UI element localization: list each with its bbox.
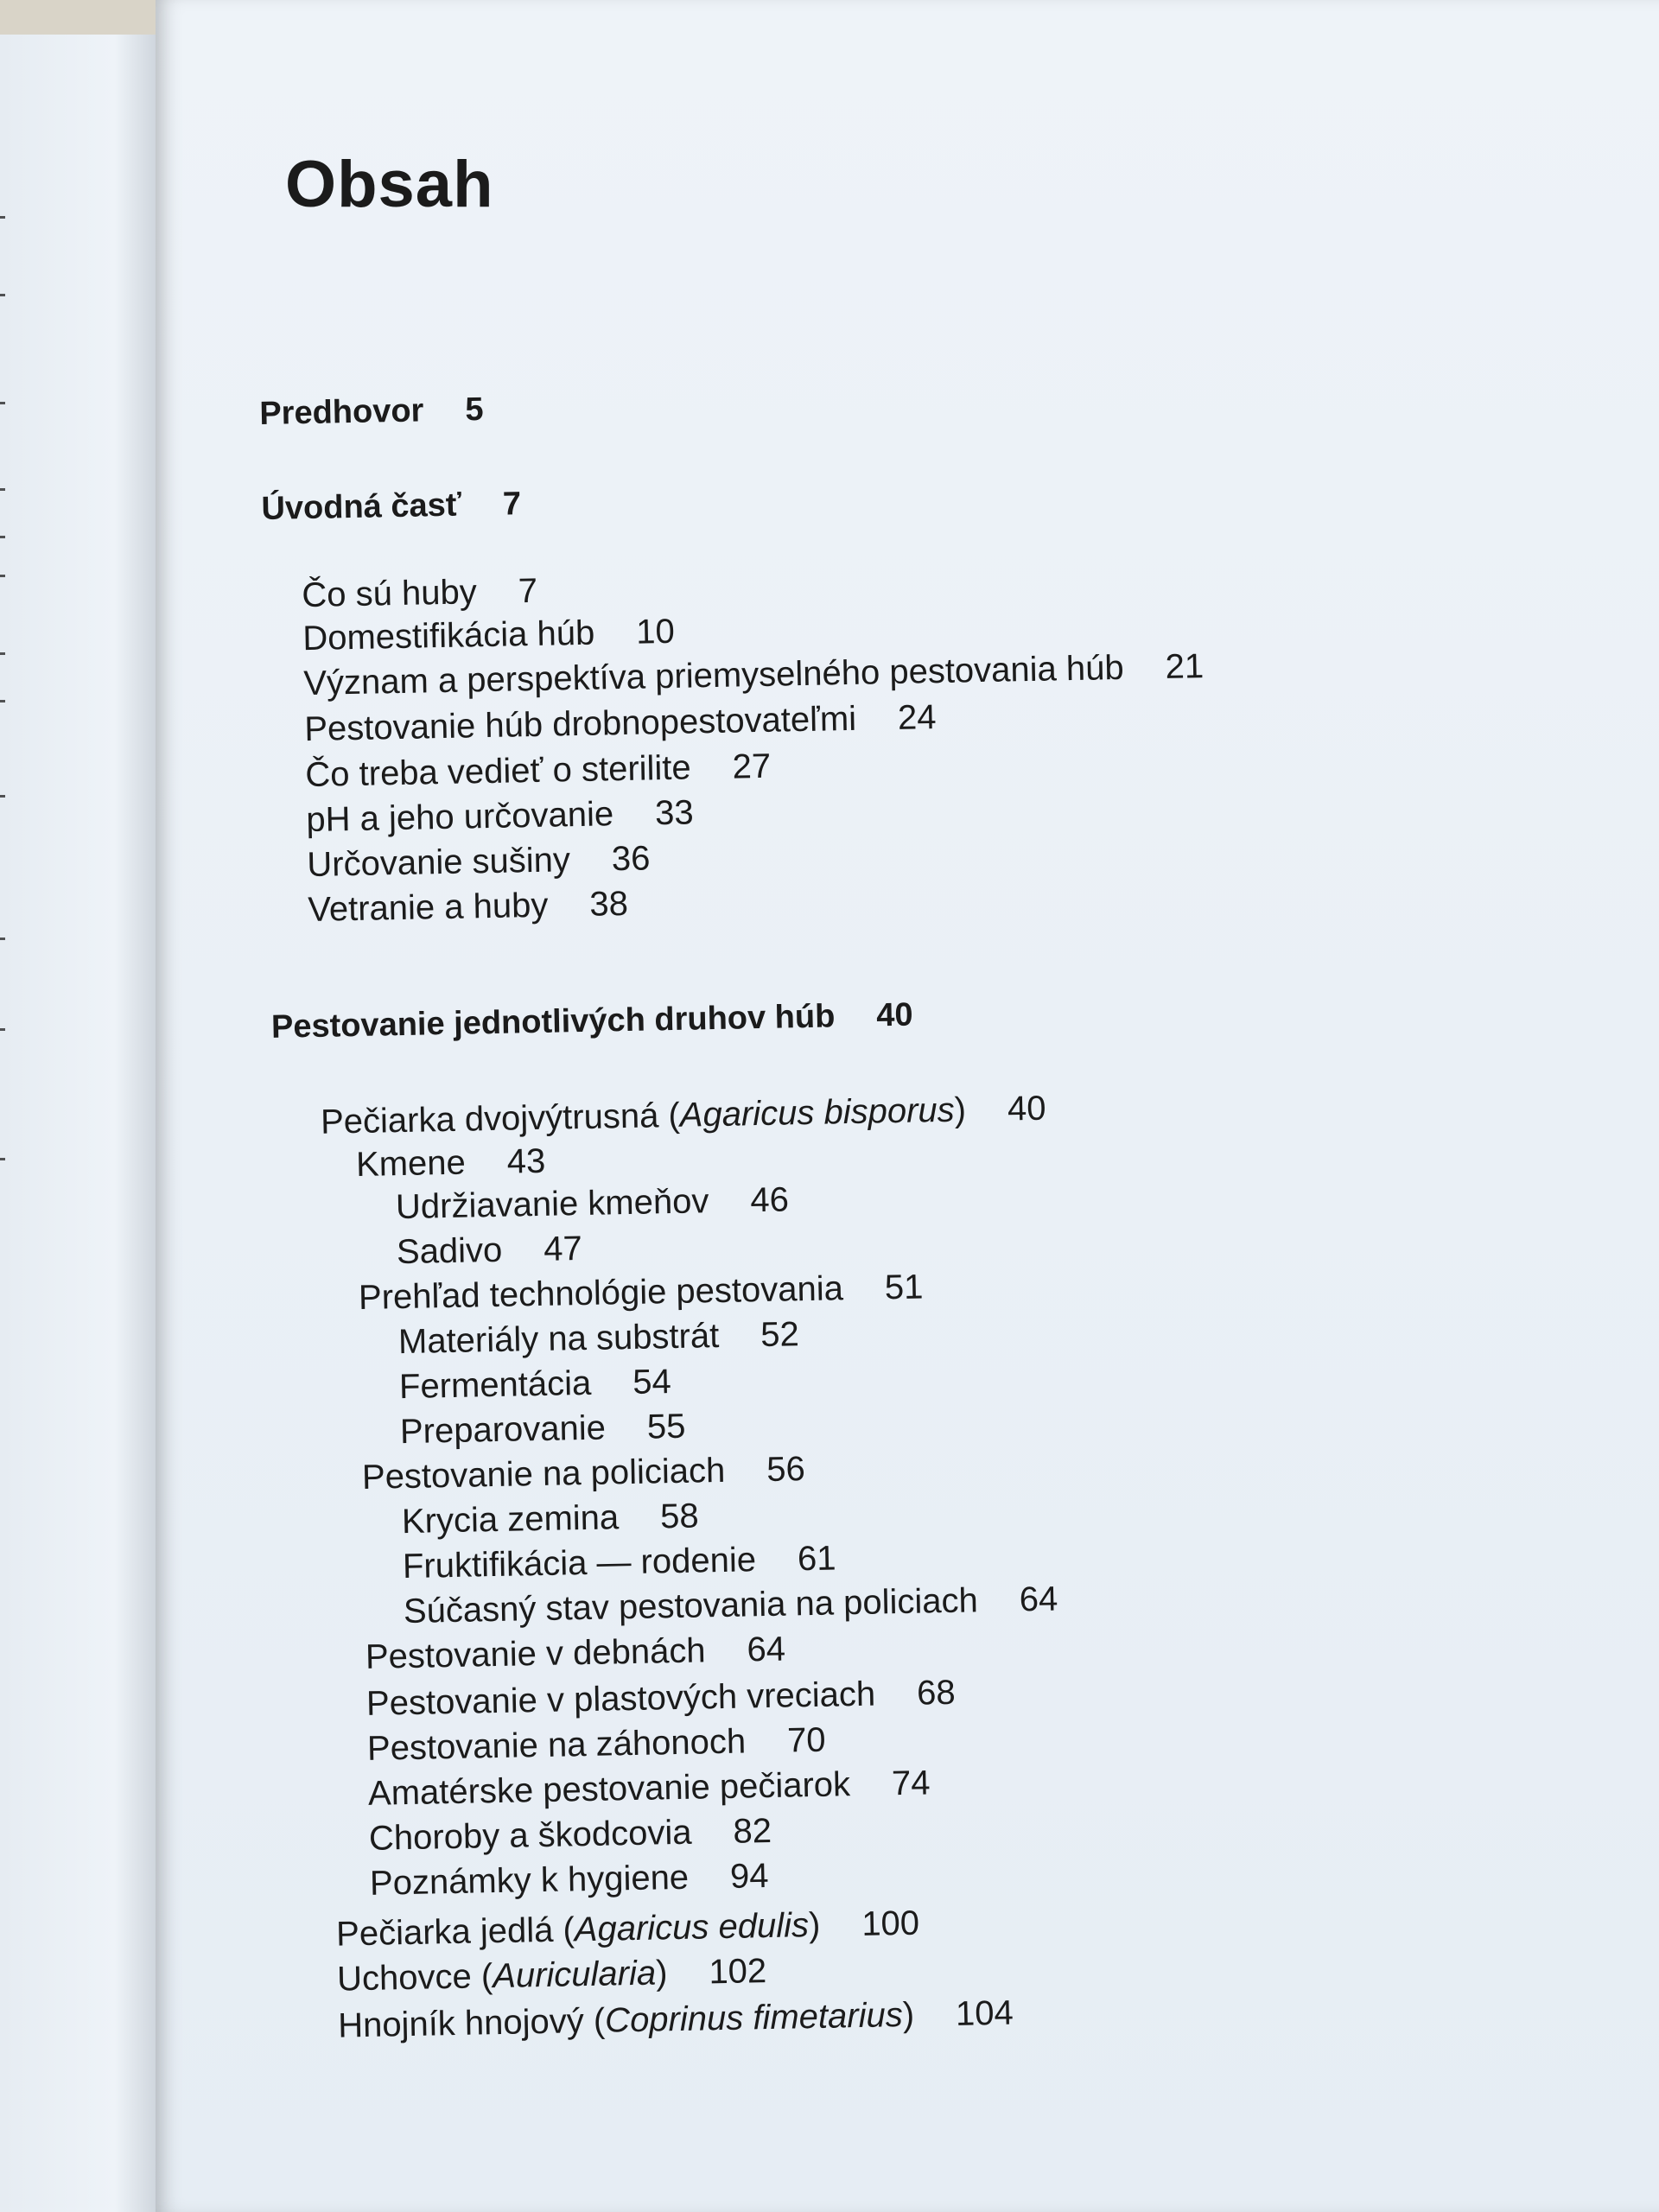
- margin-mark: [0, 575, 5, 577]
- margin-mark: [0, 488, 5, 491]
- toc-entry-vyznam: [303, 649, 1205, 701]
- toc-entry-page-number: 100: [861, 1904, 920, 1943]
- toc-entry-uchovce: Uchovce (Auricularia) 102: [336, 1952, 767, 1999]
- toc-entry-page-number: 64: [1019, 1580, 1058, 1619]
- margin-mark: [0, 294, 5, 296]
- toc-entry-title: Určovanie sušiny: [306, 841, 571, 885]
- toc-entry-title: Pečiarka dvojvýtrusná: [320, 1096, 659, 1141]
- toc-entry-page-number: 55: [646, 1407, 686, 1446]
- toc-entry-page-number: 7: [502, 486, 522, 523]
- toc-entry-page-number: 58: [659, 1497, 700, 1536]
- toc-entry-debnach: [365, 1632, 786, 1675]
- margin-mark: [0, 536, 5, 538]
- toc-entry-latin-name: Auricularia: [492, 1954, 657, 1996]
- toc-entry-sadivo: [396, 1230, 583, 1272]
- toc-entry-page-number: 40: [875, 996, 913, 1034]
- toc-entry-kmene: [355, 1141, 546, 1185]
- toc-entry-title: Hnojník hnojový: [337, 2002, 585, 2045]
- toc-entry-page-number: 7: [518, 571, 538, 611]
- toc-entry-title: Fruktifikácia — rodenie: [402, 1541, 757, 1586]
- toc-entry-page-number: 27: [732, 747, 772, 786]
- book-page: [156, 0, 1659, 2212]
- toc-entry-fruktifikacia: [403, 1541, 836, 1584]
- toc-entry-title: Materiály na substrát: [397, 1316, 720, 1362]
- toc-entry-title: Amatérske pestovanie pečiarok: [367, 1765, 851, 1813]
- toc-entry-page-number: 54: [632, 1363, 672, 1402]
- toc-entry-title: Pestovanie v plastových vreciach: [365, 1675, 876, 1723]
- toc-entry-page-number: 104: [955, 1993, 1014, 2033]
- margin-mark: [0, 795, 5, 798]
- toc-entry-title: Sadivo: [396, 1230, 503, 1272]
- toc-entry-title: Uchovce: [336, 1957, 473, 1999]
- toc-entry-latin-name: Agaricus edulis: [574, 1906, 810, 1949]
- toc-entry-page-number: 70: [786, 1720, 826, 1760]
- toc-entry-hnojnik: Hnojník hnojový (Coprinus fimetarius) 104: [337, 1993, 1014, 2045]
- toc-entry-domestifikacia: [302, 614, 675, 656]
- toc-entry-susina: [306, 839, 651, 885]
- toc-entry-page-number: 21: [1165, 647, 1205, 686]
- toc-entry-page-number: 94: [729, 1857, 769, 1896]
- toc-entry-page-number: 40: [1007, 1089, 1046, 1128]
- toc-entry-sucasny-stav: [404, 1582, 1058, 1630]
- toc-entry-page-number: 38: [588, 884, 629, 924]
- margin-mark: [0, 1158, 5, 1160]
- toc-entry-page-number: 5: [464, 391, 484, 429]
- toc-entry-title: Krycia zemina: [401, 1498, 620, 1541]
- toc-entry-zahonoch: [366, 1720, 826, 1768]
- toc-entry-krycia: [402, 1498, 699, 1539]
- toc-entry-page-number: 24: [897, 698, 937, 737]
- toc-entry-title: Kmene: [355, 1143, 467, 1185]
- toc-entry-title: Preparovanie: [399, 1408, 607, 1452]
- toc-entry-page-number: 36: [611, 839, 651, 879]
- toc-entry-page-number: 51: [884, 1268, 924, 1307]
- toc-entry-latin-name: Agaricus bisporus: [679, 1090, 956, 1135]
- toc-entry-page-number: 56: [766, 1450, 806, 1489]
- toc-entry-title: Choroby a škodcovia: [368, 1813, 692, 1858]
- toc-entry-uvodna: [261, 487, 521, 525]
- toc-entry-title: Čo sú huby: [301, 573, 478, 615]
- toc-entry-page-number: 82: [733, 1811, 772, 1851]
- toc-entry-sterilita: [304, 747, 772, 795]
- toc-entry-title: Prehľad technológie pestovania: [358, 1269, 844, 1317]
- toc-entry-title: Pestovanie jednotlivých druhov húb: [270, 998, 836, 1046]
- toc-entry-page-number: 46: [749, 1180, 790, 1220]
- toc-entry-materialy: [397, 1315, 800, 1362]
- toc-entry-page-number: 43: [506, 1141, 546, 1181]
- toc-entry-title: Pestovanie v debnách: [365, 1631, 706, 1676]
- toc-entry-title: Význam a perspektíva priemyselného pestovania húb: [302, 648, 1125, 703]
- toc-entry-vetranie: [307, 884, 629, 930]
- toc-entry-title: Pestovanie húb drobnopestovateľmi: [303, 699, 857, 749]
- margin-mark: [0, 652, 5, 655]
- toc-entry-page-number: 61: [797, 1539, 836, 1579]
- toc-entry-predhovor: [259, 393, 484, 430]
- toc-entry-title: Čo treba vedieť o sterilite: [304, 748, 692, 795]
- toc-entry-page-number: 33: [654, 793, 695, 833]
- toc-entry-co-su-huby: [301, 571, 538, 615]
- toc-entry-title: Vetranie a huby: [307, 886, 549, 930]
- toc-entry-jednotlive-druhy: [270, 996, 913, 1046]
- table-of-contents: [258, 372, 1555, 2045]
- toc-entry-title: Domestifikácia húb: [302, 613, 595, 658]
- page-title: Obsah: [285, 148, 494, 221]
- toc-entry-page-number: 10: [635, 612, 676, 652]
- margin-mark: [0, 938, 5, 940]
- toc-entry-page-number: 102: [709, 1952, 767, 1992]
- toc-entry-peciarka-dvoj: Pečiarka dvojvýtrusná (Agaricus bisporus) 40: [320, 1089, 1046, 1141]
- toc-entry-peciarka-jedla: Pečiarka jedlá (Agaricus edulis) 100: [335, 1904, 920, 1954]
- left-page-edge: [0, 35, 164, 2212]
- toc-entry-prehlad: [359, 1269, 924, 1315]
- toc-entry-title: Pečiarka jedlá: [335, 1910, 554, 1954]
- toc-entry-vreciach: [366, 1675, 956, 1721]
- toc-entry-fermentacia: [398, 1363, 672, 1407]
- toc-entry-page-number: 64: [747, 1630, 786, 1669]
- toc-entry-title: Pestovanie na záhonoch: [366, 1722, 747, 1768]
- toc-entry-title: Udržiavanie kmeňov: [395, 1182, 709, 1227]
- toc-entry-title: Fermentácia: [398, 1363, 592, 1407]
- toc-entry-policiach: [362, 1452, 805, 1495]
- margin-mark: [0, 1028, 5, 1031]
- margin-mark: [0, 402, 5, 404]
- toc-entry-choroby: [368, 1811, 772, 1858]
- toc-entry-page-number: 68: [916, 1673, 957, 1713]
- margin-mark: [0, 216, 5, 219]
- toc-entry-udrziavanie: [395, 1180, 790, 1227]
- toc-entry-amaterske: [367, 1764, 931, 1813]
- toc-entry-ph: [305, 793, 695, 840]
- toc-entry-title: Úvodná časť: [261, 486, 462, 527]
- toc-entry-title: Súčasný stav pestovania na policiach: [403, 1581, 979, 1631]
- margin-mark: [0, 700, 5, 702]
- toc-entry-preparovanie: [399, 1407, 686, 1452]
- toc-entry-title: Predhovor: [258, 392, 424, 432]
- toc-entry-drobnopestovatelmi: [304, 700, 937, 747]
- toc-entry-page-number: 52: [760, 1315, 800, 1355]
- toc-entry-title: pH a jeho určovanie: [305, 795, 614, 840]
- toc-entry-page-number: 47: [543, 1230, 583, 1268]
- toc-entry-latin-name: Coprinus fimetarius: [604, 1996, 904, 2040]
- toc-entry-page-number: 74: [891, 1764, 931, 1803]
- toc-entry-title: Pestovanie na policiach: [361, 1451, 726, 1497]
- toc-entry-title: Poznámky k hygiene: [369, 1858, 690, 1903]
- toc-entry-hygiena: [370, 1859, 769, 1901]
